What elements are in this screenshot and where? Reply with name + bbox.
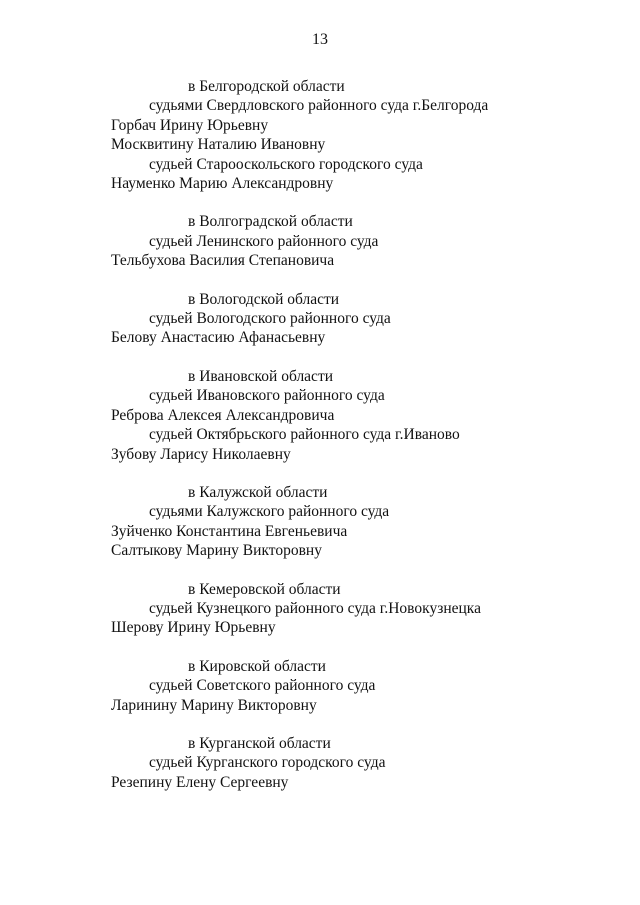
court-position: судьей Ивановского районного суда (149, 387, 385, 405)
region-section (0, 483, 640, 561)
court-position: судьей Ленинского районного суда (149, 232, 379, 250)
region-heading: в Кировской области (188, 657, 326, 675)
judge-name: Тельбухова Василия Степановича (111, 252, 335, 270)
region-section (0, 212, 640, 270)
region-heading: в Калужской области (188, 483, 328, 501)
judge-name: Реброва Алексея Александровича (111, 406, 335, 424)
judge-name: Науменко Марию Александровну (111, 175, 334, 193)
judge-name: Ларинину Марину Викторовну (111, 696, 317, 714)
court-position: судьей Кузнецкого районного суда г.Новокузнецка (149, 599, 481, 617)
region-heading: в Волгоградской области (188, 213, 353, 231)
judge-name: Горбач Ирину Юрьевну (111, 116, 269, 134)
court-position: судьей Курганского городского суда (149, 754, 386, 772)
judge-name: Москвитину Наталию Ивановну (111, 136, 326, 154)
region-section (0, 657, 640, 715)
region-section (0, 367, 640, 464)
court-position: судьей Советского районного суда (149, 677, 376, 695)
judge-name: Шерову Ирину Юрьевну (111, 619, 276, 637)
judge-name: Белову Анастасию Афанасьевну (111, 329, 326, 347)
appointments-list (0, 77, 640, 811)
judge-name: Резепину Елену Сергеевну (111, 773, 289, 791)
region-heading: в Вологодской области (188, 290, 340, 308)
court-position: судьей Октябрьского районного суда г.Иваново (149, 426, 460, 444)
judge-name: Зубову Ларису Николаевну (111, 445, 291, 463)
region-heading: в Ивановской области (188, 367, 334, 385)
region-section (0, 734, 640, 792)
region-section (0, 580, 640, 638)
court-position: судьей Вологодского районного суда (149, 310, 391, 328)
judge-name: Салтыкову Марину Викторовну (111, 542, 322, 560)
page-number: 13 (312, 31, 328, 48)
region-section (0, 290, 640, 348)
region-section (0, 77, 640, 193)
court-position: судьями Калужского районного суда (149, 503, 390, 521)
court-position: судьей Старооскольского городского суда (149, 155, 423, 173)
court-position: судьями Свердловского районного суда г.Белгорода (149, 97, 489, 115)
region-heading: в Кемеровской области (188, 580, 341, 598)
region-heading: в Курганской области (188, 734, 331, 752)
judge-name: Зуйченко Константина Евгеньевича (111, 522, 348, 540)
region-heading: в Белгородской области (188, 78, 345, 95)
